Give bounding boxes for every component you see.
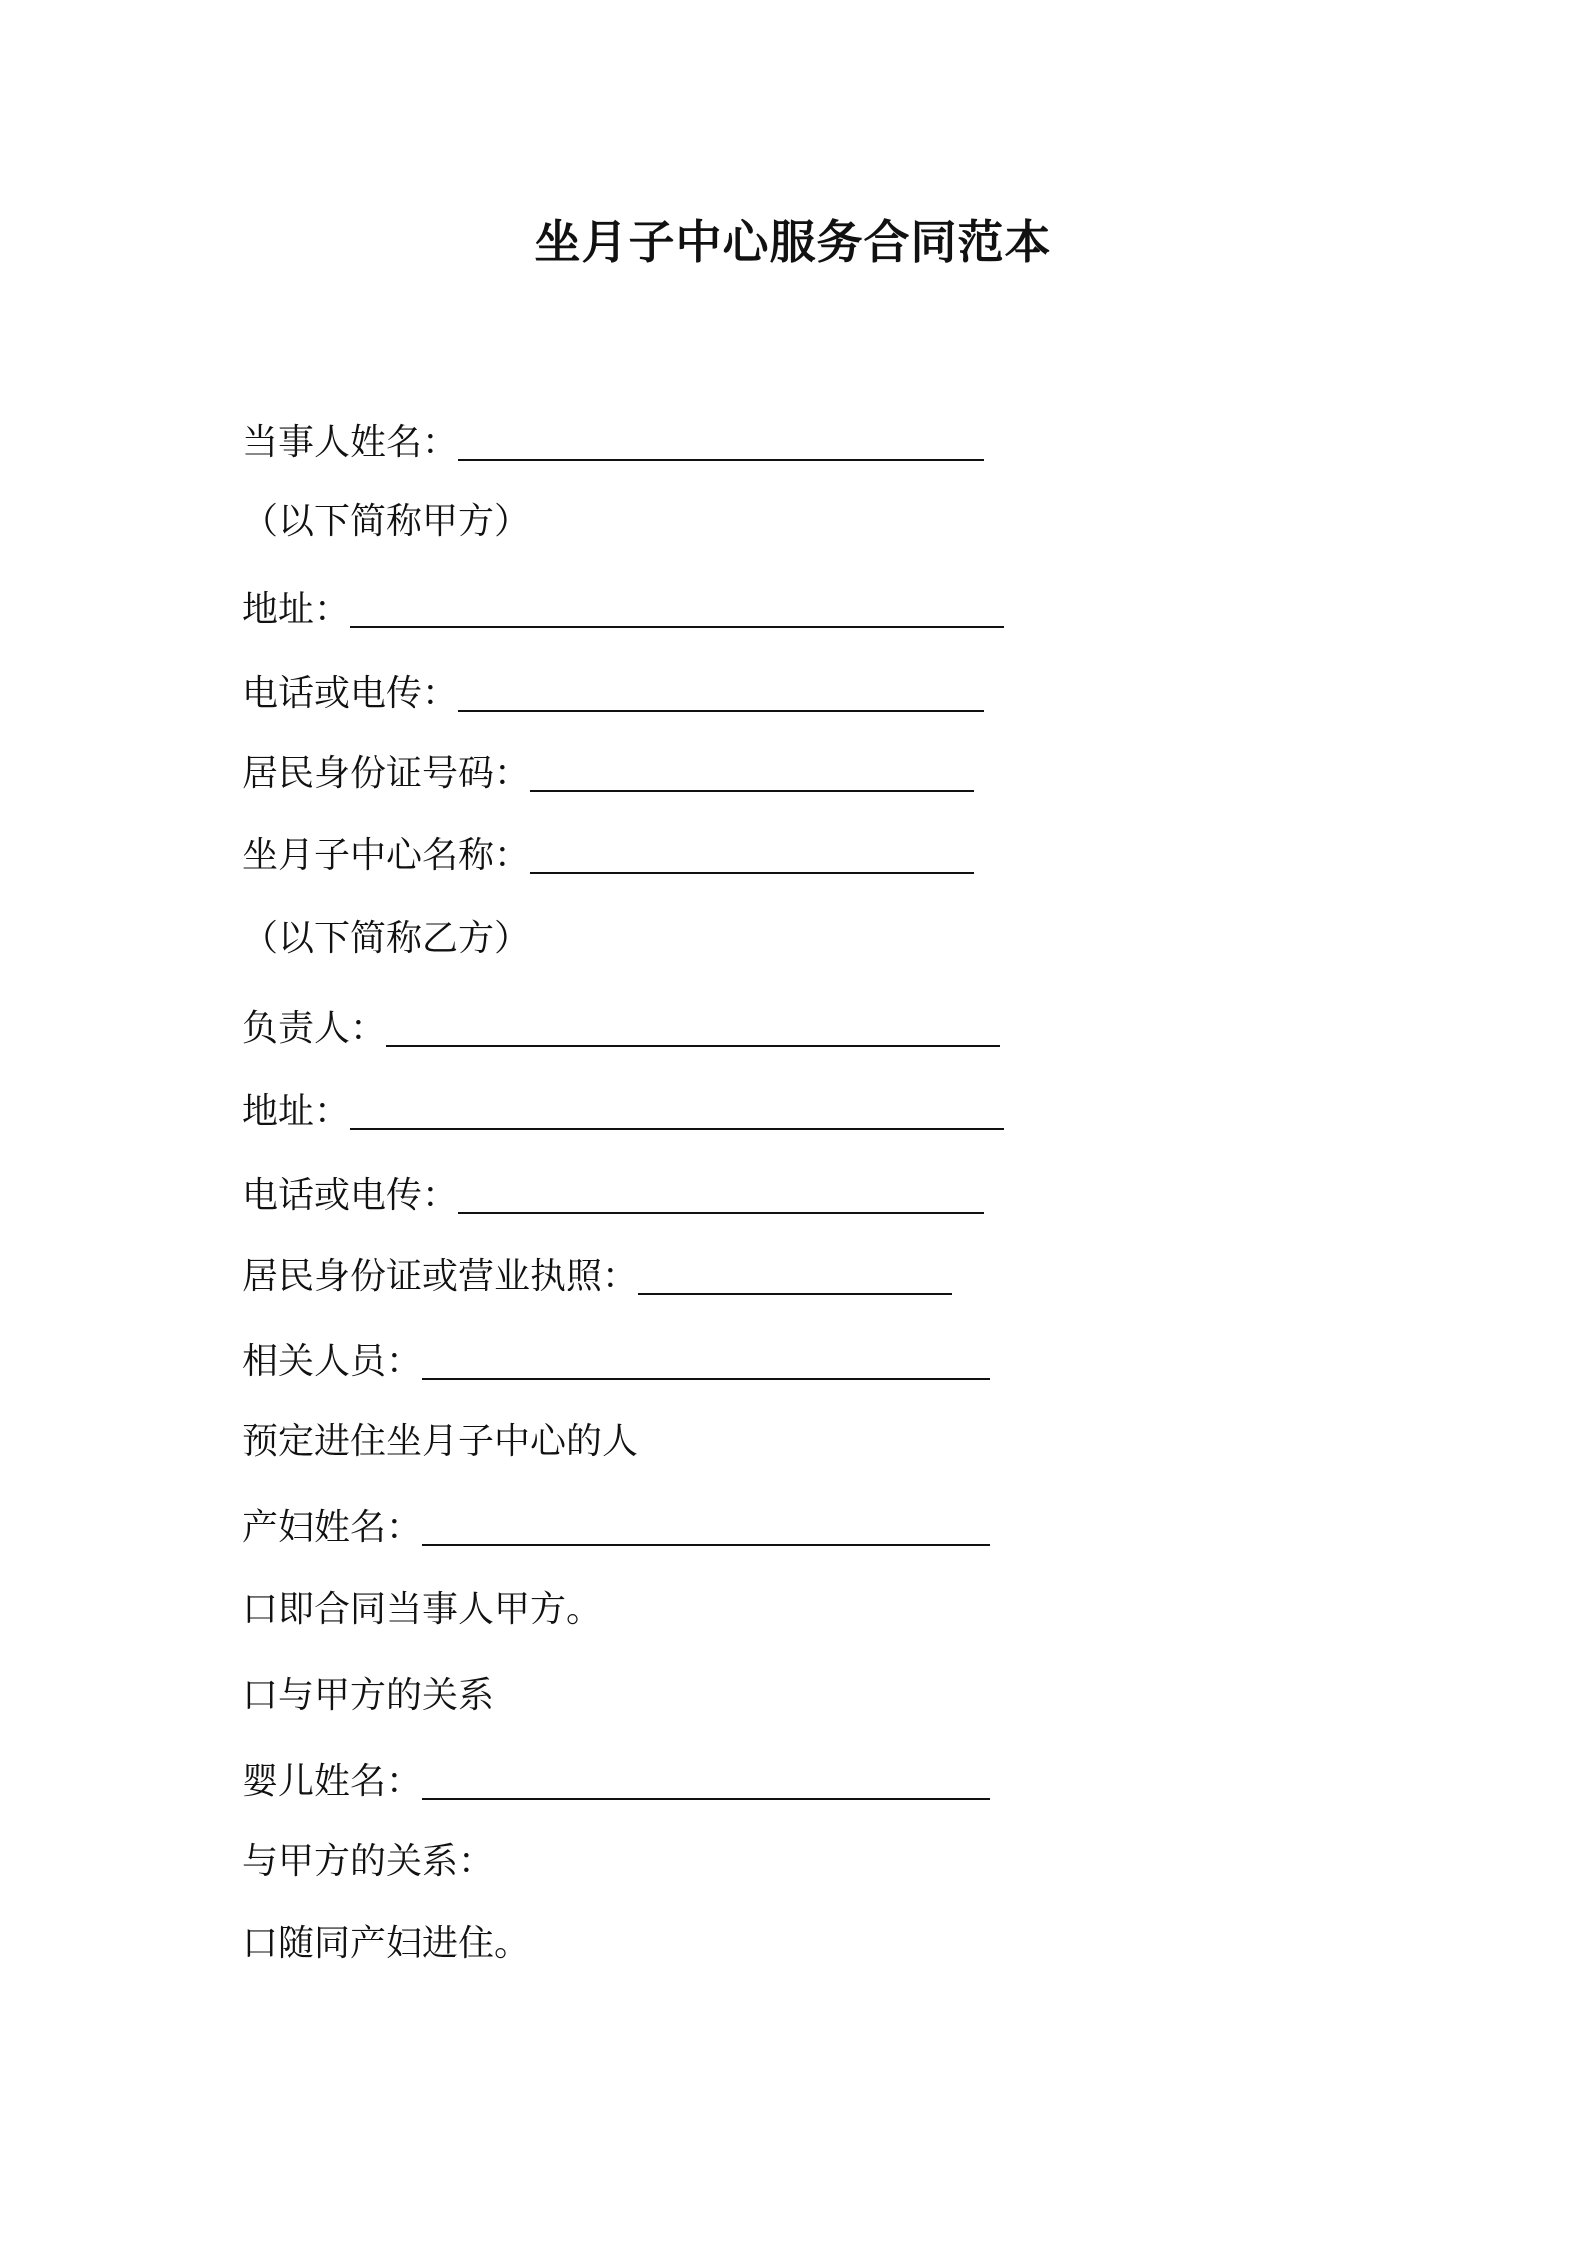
document-title: 坐月子中心服务合同范本 <box>534 215 1052 269</box>
party-b-manager-line <box>242 1005 1000 1053</box>
party-a-id-label: 居民身份证号码： <box>242 753 531 794</box>
reserved-persons-label: 预定进住坐月子中心的人 <box>242 1421 639 1462</box>
mother-name-label: 产妇姓名： <box>242 1507 423 1548</box>
party-a-address-label: 地址： <box>242 589 351 630</box>
party-a-address-line <box>242 586 1004 634</box>
related-persons-label: 相关人员： <box>242 1341 423 1382</box>
baby-with-mother-label: 口随同产妇进住。 <box>242 1923 531 1964</box>
baby-relation-label: 与甲方的关系： <box>242 1841 495 1882</box>
baby-relation-line <box>242 1838 494 1886</box>
mother-name-blank <box>422 1504 990 1546</box>
mother-relation-option <box>242 1672 494 1720</box>
party-a-address-blank <box>350 586 1004 628</box>
party-b-license-line <box>242 1253 952 1301</box>
party-b-phone-line <box>242 1172 984 1220</box>
party-a-name-blank <box>458 419 984 461</box>
party-a-abbrev-label: （以下简称甲方） <box>242 501 531 542</box>
mother-is-party-a-option <box>242 1586 602 1634</box>
party-b-license-label: 居民身份证或营业执照： <box>242 1256 639 1297</box>
party-a-id-blank <box>530 750 974 792</box>
party-b-name-label: 坐月子中心名称： <box>242 835 531 876</box>
party-a-phone-line <box>242 670 984 718</box>
party-b-abbrev-note <box>242 915 530 963</box>
party-a-name-label: 当事人姓名： <box>242 422 459 463</box>
party-b-address-label: 地址： <box>242 1091 351 1132</box>
mother-name-line <box>242 1504 990 1552</box>
party-b-phone-label: 电话或电传： <box>242 1175 459 1216</box>
party-b-address-blank <box>350 1088 1004 1130</box>
party-b-abbrev-label: （以下简称乙方） <box>242 918 531 959</box>
party-b-license-blank <box>638 1253 952 1295</box>
party-a-phone-blank <box>458 670 984 712</box>
baby-with-mother-option <box>242 1920 530 1968</box>
baby-name-blank <box>422 1758 990 1800</box>
related-persons-blank <box>422 1338 990 1380</box>
party-b-address-line <box>242 1088 1004 1136</box>
party-a-name-line <box>242 419 984 467</box>
party-b-manager-label: 负责人： <box>242 1008 387 1049</box>
reserved-persons-heading <box>242 1418 638 1466</box>
related-persons-line <box>242 1338 990 1386</box>
baby-name-label: 婴儿姓名： <box>242 1761 423 1802</box>
party-a-abbrev-note <box>242 498 530 546</box>
party-b-name-blank <box>530 832 974 874</box>
party-b-name-line <box>242 832 974 880</box>
mother-relation-label: 口与甲方的关系 <box>242 1675 495 1716</box>
mother-is-party-a-label: 口即合同当事人甲方。 <box>242 1589 603 1630</box>
party-b-phone-blank <box>458 1172 984 1214</box>
party-a-id-line <box>242 750 974 798</box>
party-b-manager-blank <box>386 1005 1000 1047</box>
party-a-phone-label: 电话或电传： <box>242 673 459 714</box>
baby-name-line <box>242 1758 990 1806</box>
